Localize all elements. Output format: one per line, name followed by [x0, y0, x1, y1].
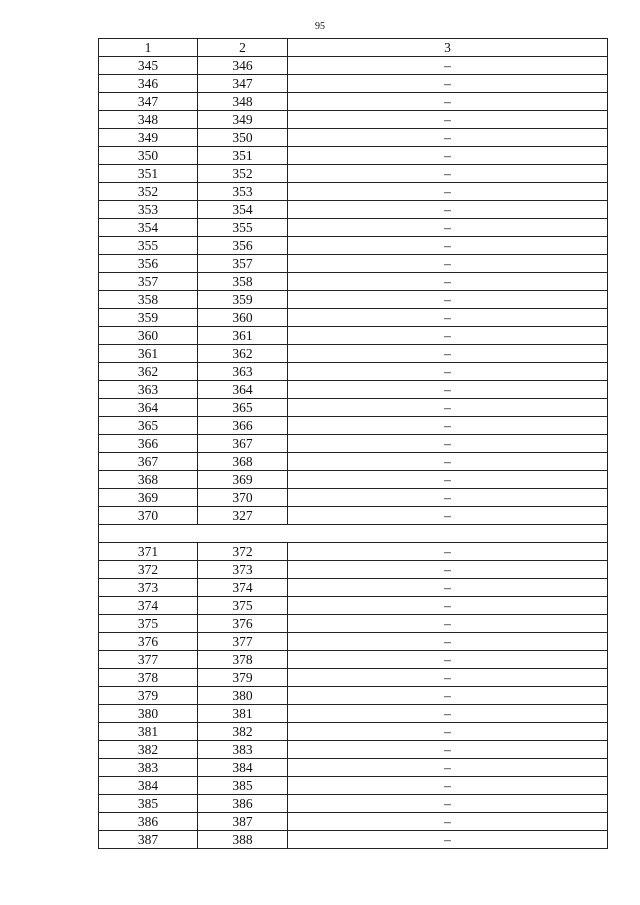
table-cell-col-3: – [288, 705, 608, 723]
table-row [99, 75, 608, 93]
table-cell-col-3: – [288, 741, 608, 759]
table-row [99, 759, 608, 777]
table-spacer-cell [99, 525, 608, 543]
table-cell-col-3: – [288, 57, 608, 75]
table-cell-col-1: 349 [99, 129, 198, 147]
table-cell-col-2: 381 [198, 705, 288, 723]
table-cell-col-3: – [288, 219, 608, 237]
table-cell-col-2: 387 [198, 813, 288, 831]
table-cell-col-1: 385 [99, 795, 198, 813]
table-cell-col-2: 362 [198, 345, 288, 363]
table-cell-col-3: – [288, 309, 608, 327]
table-cell-col-3: – [288, 255, 608, 273]
table-cell-col-1: 370 [99, 507, 198, 525]
table-cell-col-2: 382 [198, 723, 288, 741]
table-cell-col-2: 366 [198, 417, 288, 435]
table-cell-col-3: – [288, 345, 608, 363]
table-cell-col-2: 356 [198, 237, 288, 255]
table-cell-col-1: 352 [99, 183, 198, 201]
table-cell-col-2: 361 [198, 327, 288, 345]
table-cell-col-1: 366 [99, 435, 198, 453]
table-row [99, 489, 608, 507]
table-cell-col-2: 327 [198, 507, 288, 525]
table-cell-col-1: 348 [99, 111, 198, 129]
table-cell-col-3: – [288, 795, 608, 813]
table-row [99, 507, 608, 525]
table-cell-col-3: – [288, 615, 608, 633]
table-cell-col-2: 375 [198, 597, 288, 615]
table-cell-col-2: 360 [198, 309, 288, 327]
table-cell-col-3: – [288, 813, 608, 831]
table-cell-col-1: 379 [99, 687, 198, 705]
table-cell-col-2: 358 [198, 273, 288, 291]
table-cell-col-1: 346 [99, 75, 198, 93]
column-header-3: 3 [288, 39, 608, 57]
table-cell-col-2: 348 [198, 93, 288, 111]
table-cell-col-1: 373 [99, 579, 198, 597]
table-cell-col-2: 364 [198, 381, 288, 399]
table-row [99, 471, 608, 489]
table-cell-col-3: – [288, 453, 608, 471]
table-row [99, 453, 608, 471]
table-cell-col-1: 365 [99, 417, 198, 435]
table-row [99, 651, 608, 669]
table-cell-col-1: 357 [99, 273, 198, 291]
table-cell-col-2: 355 [198, 219, 288, 237]
table-row [99, 147, 608, 165]
table-row [99, 111, 608, 129]
table-row [99, 543, 608, 561]
table-row [99, 327, 608, 345]
table-cell-col-2: 384 [198, 759, 288, 777]
table-cell-col-1: 350 [99, 147, 198, 165]
table-row [99, 273, 608, 291]
table-cell-col-2: 378 [198, 651, 288, 669]
table-cell-col-2: 385 [198, 777, 288, 795]
table-cell-col-3: – [288, 597, 608, 615]
table-cell-col-2: 353 [198, 183, 288, 201]
table-cell-col-3: – [288, 129, 608, 147]
table-cell-col-3: – [288, 687, 608, 705]
table-cell-col-3: – [288, 507, 608, 525]
table-row [99, 741, 608, 759]
table-cell-col-3: – [288, 435, 608, 453]
table-cell-col-2: 374 [198, 579, 288, 597]
table-cell-col-1: 363 [99, 381, 198, 399]
table-cell-col-1: 355 [99, 237, 198, 255]
table-cell-col-1: 378 [99, 669, 198, 687]
table-cell-col-1: 381 [99, 723, 198, 741]
table-row [99, 129, 608, 147]
table-cell-col-3: – [288, 759, 608, 777]
table-cell-col-2: 376 [198, 615, 288, 633]
table-cell-col-3: – [288, 831, 608, 849]
table-cell-col-3: – [288, 75, 608, 93]
table-cell-col-1: 372 [99, 561, 198, 579]
table-row [99, 615, 608, 633]
table-cell-col-2: 363 [198, 363, 288, 381]
table-cell-col-1: 369 [99, 489, 198, 507]
table-cell-col-3: – [288, 201, 608, 219]
table-row [99, 57, 608, 75]
table-cell-col-2: 354 [198, 201, 288, 219]
table-cell-col-1: 360 [99, 327, 198, 345]
table-row [99, 633, 608, 651]
table-row [99, 399, 608, 417]
table-cell-col-1: 354 [99, 219, 198, 237]
table-cell-col-1: 387 [99, 831, 198, 849]
table-cell-col-3: – [288, 777, 608, 795]
table-cell-col-3: – [288, 381, 608, 399]
table-cell-col-3: – [288, 417, 608, 435]
table-row [99, 219, 608, 237]
table-cell-col-1: 353 [99, 201, 198, 219]
table-row [99, 831, 608, 849]
column-header-2: 2 [198, 39, 288, 57]
table-cell-col-3: – [288, 363, 608, 381]
table-cell-col-1: 384 [99, 777, 198, 795]
table-cell-col-3: – [288, 399, 608, 417]
table-cell-col-1: 351 [99, 165, 198, 183]
table-cell-col-2: 380 [198, 687, 288, 705]
column-header-1: 1 [99, 39, 198, 57]
table-cell-col-2: 359 [198, 291, 288, 309]
table-row [99, 669, 608, 687]
table-cell-col-2: 372 [198, 543, 288, 561]
table-cell-col-1: 376 [99, 633, 198, 651]
table-row [99, 201, 608, 219]
table-cell-col-1: 358 [99, 291, 198, 309]
table-row [99, 813, 608, 831]
table-row [99, 309, 608, 327]
table-row [99, 561, 608, 579]
table-cell-col-2: 349 [198, 111, 288, 129]
table-cell-col-3: – [288, 651, 608, 669]
table-cell-col-1: 359 [99, 309, 198, 327]
table-cell-col-1: 356 [99, 255, 198, 273]
table-cell-col-3: – [288, 669, 608, 687]
table-cell-col-1: 364 [99, 399, 198, 417]
table-cell-col-1: 361 [99, 345, 198, 363]
table-spacer-row [99, 525, 608, 543]
table-cell-col-2: 357 [198, 255, 288, 273]
table-cell-col-1: 362 [99, 363, 198, 381]
table-cell-col-1: 383 [99, 759, 198, 777]
table-cell-col-3: – [288, 471, 608, 489]
table-row [99, 687, 608, 705]
table-row [99, 93, 608, 111]
table-cell-col-2: 351 [198, 147, 288, 165]
table-row [99, 255, 608, 273]
table-cell-col-2: 365 [198, 399, 288, 417]
table-row [99, 291, 608, 309]
table-cell-col-2: 346 [198, 57, 288, 75]
table-cell-col-3: – [288, 543, 608, 561]
table-cell-col-3: – [288, 489, 608, 507]
table-row [99, 165, 608, 183]
table-row [99, 705, 608, 723]
table-row [99, 597, 608, 615]
data-table-lower [98, 524, 608, 849]
table-cell-col-2: 373 [198, 561, 288, 579]
table-cell-col-3: – [288, 111, 608, 129]
table-row [99, 723, 608, 741]
table-cell-col-1: 367 [99, 453, 198, 471]
table-row [99, 435, 608, 453]
table-cell-col-3: – [288, 273, 608, 291]
table-row [99, 381, 608, 399]
data-table-upper [98, 38, 608, 525]
table-cell-col-3: – [288, 291, 608, 309]
table-cell-col-2: 377 [198, 633, 288, 651]
table-cell-col-3: – [288, 165, 608, 183]
table-row [99, 417, 608, 435]
table-cell-col-3: – [288, 183, 608, 201]
table-cell-col-1: 377 [99, 651, 198, 669]
table-cell-col-1: 345 [99, 57, 198, 75]
table-row [99, 183, 608, 201]
table-cell-col-3: – [288, 561, 608, 579]
table-cell-col-1: 368 [99, 471, 198, 489]
table-cell-col-3: – [288, 633, 608, 651]
table-cell-col-3: – [288, 93, 608, 111]
table-cell-col-2: 350 [198, 129, 288, 147]
table-cell-col-1: 382 [99, 741, 198, 759]
table-cell-col-3: – [288, 327, 608, 345]
table-row [99, 795, 608, 813]
table-cell-col-2: 367 [198, 435, 288, 453]
table-cell-col-3: – [288, 237, 608, 255]
table-cell-col-2: 388 [198, 831, 288, 849]
table-row [99, 579, 608, 597]
table-cell-col-2: 386 [198, 795, 288, 813]
table-cell-col-3: – [288, 579, 608, 597]
table-cell-col-2: 368 [198, 453, 288, 471]
table-row [99, 345, 608, 363]
table-cell-col-2: 369 [198, 471, 288, 489]
table-cell-col-2: 383 [198, 741, 288, 759]
table-cell-col-2: 352 [198, 165, 288, 183]
table-cell-col-1: 371 [99, 543, 198, 561]
table-row [99, 777, 608, 795]
table-cell-col-1: 375 [99, 615, 198, 633]
table-cell-col-2: 347 [198, 75, 288, 93]
table-cell-col-2: 370 [198, 489, 288, 507]
table-row [99, 363, 608, 381]
table-cell-col-3: – [288, 147, 608, 165]
table-cell-col-1: 386 [99, 813, 198, 831]
page-number: 95 [315, 21, 325, 32]
table-row [99, 237, 608, 255]
table-header-row [99, 39, 608, 57]
table-cell-col-2: 379 [198, 669, 288, 687]
table-cell-col-1: 347 [99, 93, 198, 111]
table-cell-col-1: 374 [99, 597, 198, 615]
table-cell-col-3: – [288, 723, 608, 741]
table-cell-col-1: 380 [99, 705, 198, 723]
